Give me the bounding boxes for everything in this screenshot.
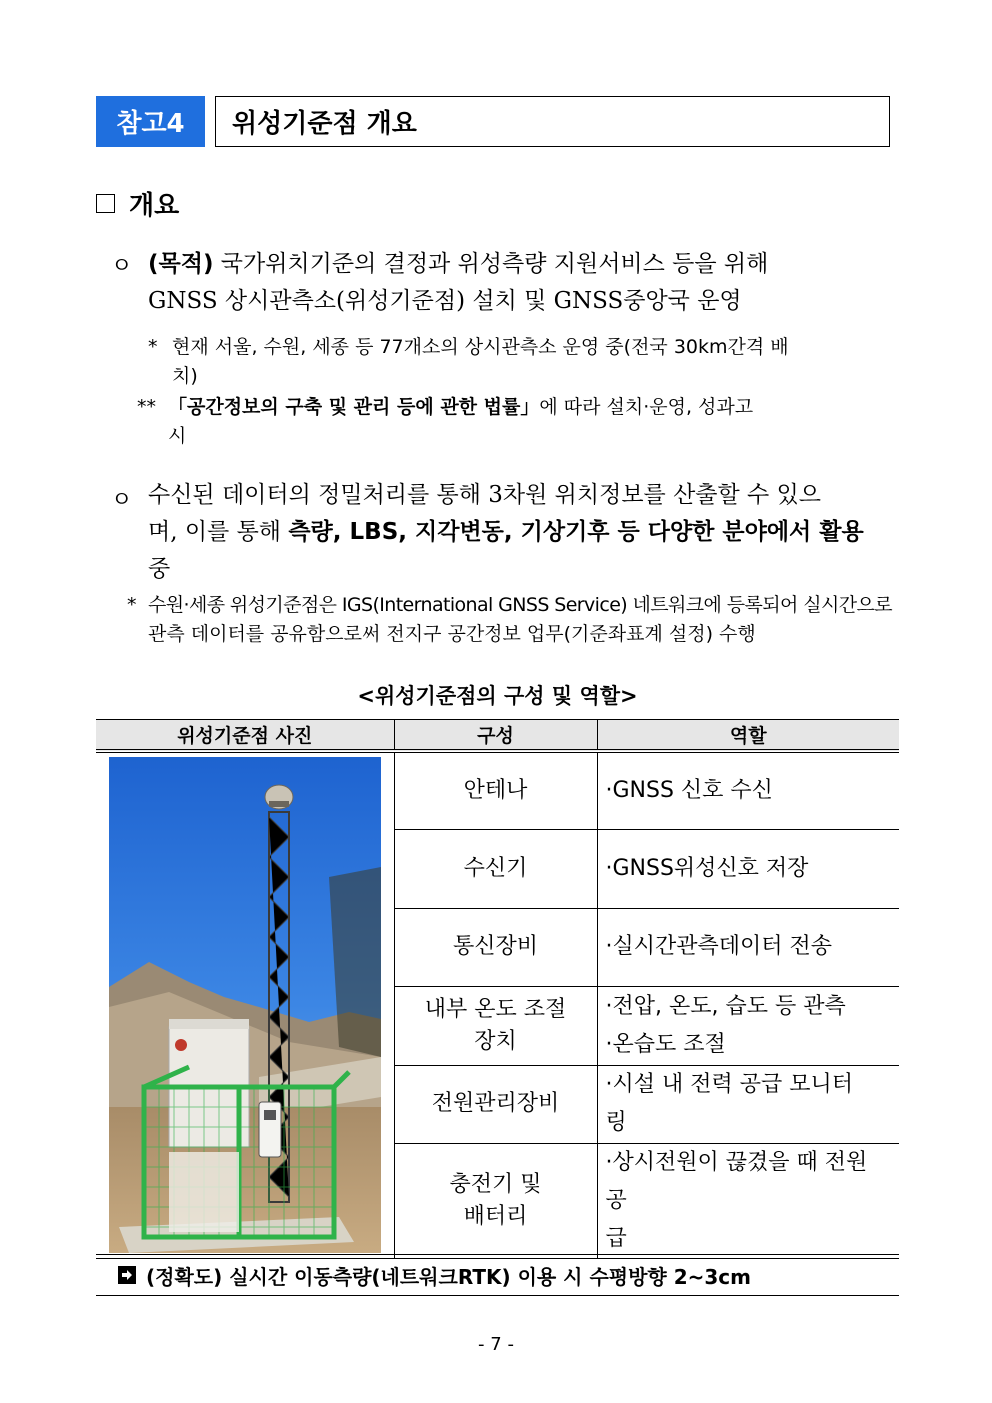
component-line: 전원관리장비 bbox=[431, 1091, 560, 1116]
role-line: ·실시간관측데이터 전송 bbox=[605, 934, 833, 959]
col-header-component: 구성 bbox=[394, 720, 597, 752]
role-line: ·상시전원이 끊겼을 때 전원 공 bbox=[605, 1149, 868, 1213]
table-caption: <위성기준점의 구성 및 역할> bbox=[357, 684, 638, 708]
purpose-text-line1: 국가위치기준의 결정과 위성측량 지원서비스 등을 위해 bbox=[213, 251, 769, 277]
appendix-tag: 참고4 bbox=[96, 96, 205, 147]
station-photo bbox=[109, 757, 381, 1253]
component-line: 안테나 bbox=[463, 777, 528, 803]
bullet-marker: ㅇ bbox=[111, 254, 133, 279]
law-name: 「공간정보의 구축 및 관리 등에 관한 법률」 bbox=[168, 396, 540, 418]
note-marker: * bbox=[127, 594, 137, 616]
component-cell bbox=[394, 908, 597, 986]
purpose-text-line2: GNSS 상시관측소(위성기준점) 설치 및 GNSS중앙국 운영 bbox=[148, 288, 742, 314]
note-igs bbox=[148, 591, 898, 649]
role-cell bbox=[597, 908, 899, 986]
accuracy-note bbox=[96, 1254, 899, 1296]
usage-text-line1: 수신된 데이터의 정밀처리를 통해 3차원 위치정보를 산출할 수 있으 bbox=[148, 482, 822, 508]
note-law bbox=[168, 393, 898, 451]
role-line: ·GNSS위성신호 저장 bbox=[605, 855, 809, 881]
purpose-paragraph bbox=[148, 246, 898, 320]
component-cell bbox=[394, 1065, 597, 1143]
role-cell bbox=[597, 986, 899, 1065]
component-line: 수신기 bbox=[463, 855, 528, 881]
section-title: 개요 bbox=[129, 191, 180, 221]
table-header-row bbox=[96, 720, 899, 752]
table-row bbox=[96, 751, 899, 829]
component-line: 배터리 bbox=[463, 1203, 528, 1229]
col-header-photo: 위성기준점 사진 bbox=[96, 720, 394, 752]
note-igs-line2: 관측 데이터를 공유함으로써 전지구 공간정보 업무(기준좌표계 설정) 수행 bbox=[148, 623, 756, 645]
arrow-right-icon bbox=[118, 1266, 136, 1284]
role-line: 급 bbox=[605, 1225, 627, 1251]
note-marker: ** bbox=[137, 396, 156, 418]
usage-text-line2: 며, 이를 통해 bbox=[148, 519, 289, 545]
note-igs-line1: 수원·세종 위성기준점은 IGS(International GNSS Service) 네트워크에 등록되어 실시간으로 bbox=[148, 594, 892, 616]
page-title: 위성기준점 개요 bbox=[215, 96, 890, 147]
note-stations-line1: 현재 서울, 수원, 세종 등 77개소의 상시관측소 운영 중(전국 30km간격 배 bbox=[172, 336, 789, 358]
role-cell bbox=[597, 1143, 899, 1258]
note-law-line1: 에 따라 설치·운영, 성과고 bbox=[539, 396, 754, 418]
role-cell bbox=[597, 751, 899, 829]
accuracy-text: (정확도) 실시간 이동측량(네트워크RTK) 이용 시 수평방향 2~3cm bbox=[146, 1264, 751, 1289]
component-cell bbox=[394, 986, 597, 1065]
usage-fields: 측량, LBS, 지각변동, 기상기후 등 다양한 분야에서 활용 bbox=[288, 519, 864, 545]
note-stations bbox=[172, 333, 898, 391]
usage-text-line3: 중 bbox=[148, 556, 171, 582]
note-stations-line2: 치) bbox=[172, 365, 198, 387]
usage-paragraph bbox=[148, 477, 898, 588]
component-line: 충전기 및 bbox=[449, 1171, 542, 1197]
page-number: - 7 - bbox=[478, 1334, 514, 1355]
role-line: ·전압, 온도, 습도 등 관측 bbox=[605, 993, 846, 1019]
role-line: ·GNSS 신호 수신 bbox=[605, 777, 773, 803]
role-line: ·시설 내 전력 공급 모니터 bbox=[605, 1072, 853, 1097]
component-cell bbox=[394, 1143, 597, 1258]
note-law-line2: 시 bbox=[168, 425, 187, 447]
component-line: 통신장비 bbox=[452, 934, 538, 959]
component-line: 내부 온도 조절 bbox=[424, 996, 567, 1022]
composition-table bbox=[96, 719, 899, 1259]
role-cell bbox=[597, 829, 899, 908]
section-heading bbox=[96, 185, 179, 222]
role-cell bbox=[597, 1065, 899, 1143]
note-marker: * bbox=[148, 336, 158, 358]
component-cell bbox=[394, 751, 597, 829]
role-line: ·온습도 조절 bbox=[605, 1031, 726, 1057]
component-cell bbox=[394, 829, 597, 908]
bullet-marker: ㅇ bbox=[111, 488, 133, 513]
photo-cell bbox=[96, 751, 394, 1258]
purpose-label: (목적) bbox=[148, 251, 214, 277]
component-line: 장치 bbox=[474, 1028, 517, 1054]
col-header-role: 역할 bbox=[597, 720, 899, 752]
role-line: 링 bbox=[605, 1110, 627, 1135]
checkbox-square-icon bbox=[96, 194, 115, 213]
